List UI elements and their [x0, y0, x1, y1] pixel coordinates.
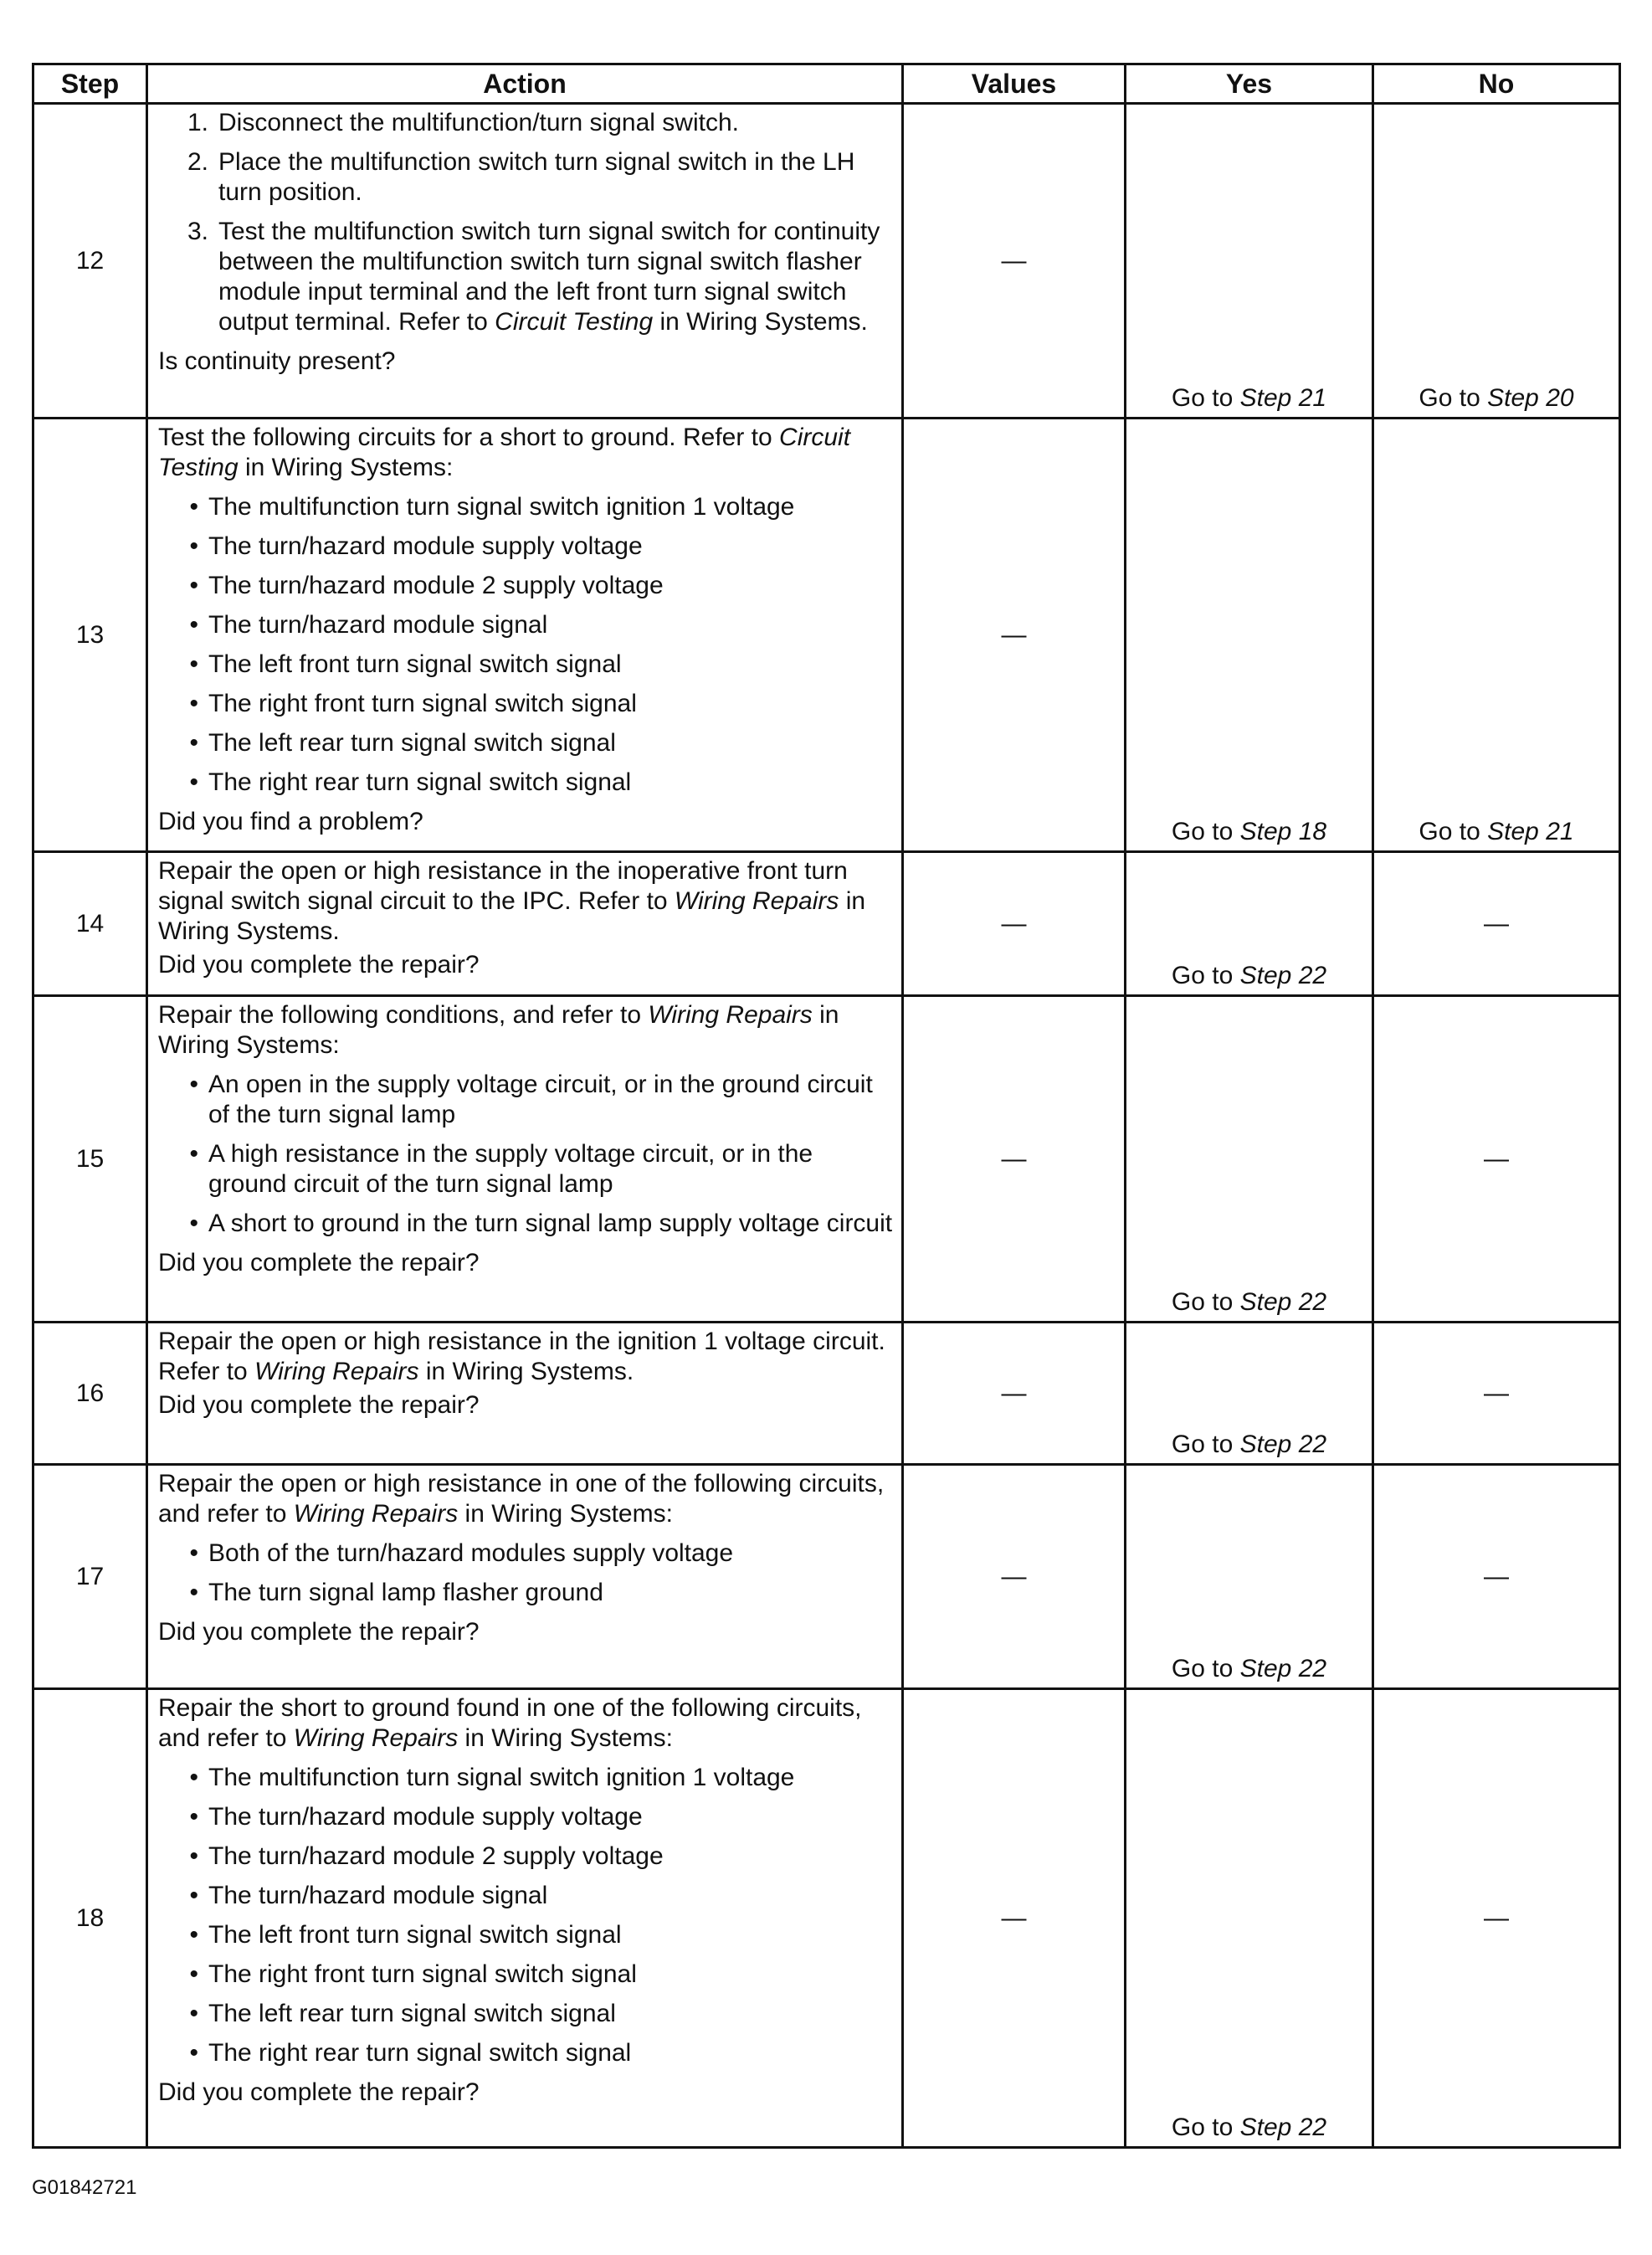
- list-item: • The right front turn signal switch signal: [189, 690, 637, 717]
- list-item: • An open in the supply voltage circuit, or in the ground circuit of the turn signal lamp: [189, 1071, 873, 1128]
- header-yes: Yes: [1126, 64, 1373, 104]
- action-intro: Repair the open or high resistance in the ignition 1 voltage circuit. Refer to Wiring Repairs in Wiring Systems.: [158, 1328, 885, 1385]
- list-item: • The left front turn signal switch signal: [189, 650, 622, 678]
- action-intro: Repair the open or high resistance in one of the following circuits, and refer to Wiring Repairs in Wiring Systems:: [158, 1470, 885, 1528]
- action-intro: Repair the following conditions, and refer to Wiring Repairs in Wiring Systems:: [158, 1001, 839, 1059]
- action-question: Did you complete the repair?: [158, 1618, 480, 1646]
- values-cell: —: [903, 1323, 1126, 1465]
- header-action: Action: [147, 64, 903, 104]
- yes-cell: [1126, 104, 1373, 419]
- yes-goto: Go to Step 22: [1171, 2114, 1327, 2141]
- list-item: 3. Test the multifunction switch turn signal switch for continuity between the multifunction switch turn signal switch flasher module input terminal and the left front turn signal switch output terminal. Refer to Circuit Testing in Wiring Systems.: [187, 218, 880, 336]
- yes-goto: Go to Step 22: [1171, 1655, 1327, 1682]
- no-cell: —: [1373, 1689, 1620, 2148]
- list-item: • The turn/hazard module 2 supply voltage: [189, 1842, 664, 1870]
- yes-goto: Go to Step 18: [1171, 818, 1327, 845]
- yes-goto: Go to Step 21: [1171, 384, 1327, 412]
- values-cell: —: [903, 419, 1126, 852]
- header-values: Values: [903, 64, 1126, 104]
- values-cell: —: [903, 1689, 1126, 2148]
- list-item: • The turn signal lamp flasher ground: [189, 1579, 603, 1606]
- list-item: • The turn/hazard module 2 supply voltage: [189, 572, 664, 599]
- no-cell: [1373, 419, 1620, 852]
- step-number: 17: [33, 1465, 147, 1689]
- list-item: 1. Disconnect the multifunction/turn signal switch.: [187, 109, 739, 136]
- list-item: 2. Place the multifunction switch turn signal switch in the LH turn position.: [187, 148, 855, 206]
- no-goto: Go to Step 21: [1419, 818, 1574, 845]
- list-item: • The multifunction turn signal switch ignition 1 voltage: [189, 493, 795, 521]
- action-question: Did you complete the repair?: [158, 2078, 480, 2106]
- header-no: No: [1373, 64, 1620, 104]
- no-cell: —: [1373, 1465, 1620, 1689]
- action-cell: [147, 852, 903, 996]
- list-item: • The turn/hazard module signal: [189, 1882, 548, 1909]
- list-item: • Both of the turn/hazard modules supply voltage: [189, 1539, 734, 1567]
- yes-goto: Go to Step 22: [1171, 1431, 1327, 1458]
- header-step: Step: [33, 64, 147, 104]
- yes-cell: [1126, 852, 1373, 996]
- action-intro: Test the following circuits for a short to ground. Refer to Circuit Testing in Wiring Systems:: [158, 424, 851, 481]
- action-cell: [147, 1465, 903, 1689]
- yes-goto: Go to Step 22: [1171, 1288, 1327, 1316]
- step-number: 18: [33, 1689, 147, 2148]
- no-cell: [1373, 104, 1620, 419]
- values-cell: —: [903, 996, 1126, 1323]
- list-item: • The left rear turn signal switch signal: [189, 2000, 616, 2027]
- action-question: Did you complete the repair?: [158, 1391, 480, 1419]
- list-item: • The right front turn signal switch signal: [189, 1960, 637, 1988]
- header-row: [33, 64, 1620, 104]
- diagnostic-table: [32, 63, 1621, 2149]
- yes-cell: [1126, 1323, 1373, 1465]
- action-intro: Repair the short to ground found in one of the following circuits, and refer to Wiring Repairs in Wiring Systems:: [158, 1694, 862, 1752]
- action-intro: Repair the open or high resistance in the inoperative front turn signal switch signal circuit to the IPC. Refer to Wiring Repairs in Wiring Systems.: [158, 857, 866, 945]
- table-row: [33, 1323, 1620, 1465]
- no-goto: Go to Step 20: [1419, 384, 1574, 412]
- no-cell: —: [1373, 852, 1620, 996]
- step-number: 14: [33, 852, 147, 996]
- values-cell: —: [903, 852, 1126, 996]
- list-item: • The left front turn signal switch signal: [189, 1921, 622, 1949]
- table-row: [33, 419, 1620, 852]
- action-cell: [147, 1323, 903, 1465]
- action-question: Did you complete the repair?: [158, 951, 480, 979]
- action-question: Did you complete the repair?: [158, 1249, 480, 1276]
- action-question: Is continuity present?: [158, 347, 396, 375]
- list-item: • A high resistance in the supply voltage circuit, or in the ground circuit of the turn signal lamp: [189, 1140, 813, 1198]
- table-row: [33, 1465, 1620, 1689]
- list-item: • The right rear turn signal switch signal: [189, 2039, 632, 2067]
- figure-code: G01842721: [32, 2176, 137, 2199]
- list-item: • The turn/hazard module signal: [189, 611, 548, 639]
- table-row: [33, 852, 1620, 996]
- action-cell: [147, 1689, 903, 2148]
- no-cell: —: [1373, 1323, 1620, 1465]
- yes-cell: [1126, 996, 1373, 1323]
- values-cell: —: [903, 1465, 1126, 1689]
- yes-cell: [1126, 1465, 1373, 1689]
- action-cell: [147, 419, 903, 852]
- table-row: [33, 1689, 1620, 2148]
- yes-cell: [1126, 419, 1373, 852]
- action-cell: [147, 996, 903, 1323]
- list-item: • The left rear turn signal switch signal: [189, 729, 616, 757]
- list-item: • The turn/hazard module supply voltage: [189, 1803, 643, 1831]
- step-number: 13: [33, 419, 147, 852]
- yes-cell: [1126, 1689, 1373, 2148]
- table-row: [33, 104, 1620, 419]
- step-number: 12: [33, 104, 147, 419]
- table-row: [33, 996, 1620, 1323]
- no-cell: —: [1373, 996, 1620, 1323]
- action-cell: [147, 104, 903, 419]
- list-item: • The turn/hazard module supply voltage: [189, 532, 643, 560]
- values-cell: —: [903, 104, 1126, 419]
- yes-goto: Go to Step 22: [1171, 962, 1327, 989]
- list-item: • A short to ground in the turn signal lamp supply voltage circuit: [189, 1210, 893, 1237]
- list-item: • The right rear turn signal switch signal: [189, 768, 632, 796]
- list-item: • The multifunction turn signal switch ignition 1 voltage: [189, 1764, 795, 1791]
- action-question: Did you find a problem?: [158, 808, 423, 835]
- step-number: 16: [33, 1323, 147, 1465]
- step-number: 15: [33, 996, 147, 1323]
